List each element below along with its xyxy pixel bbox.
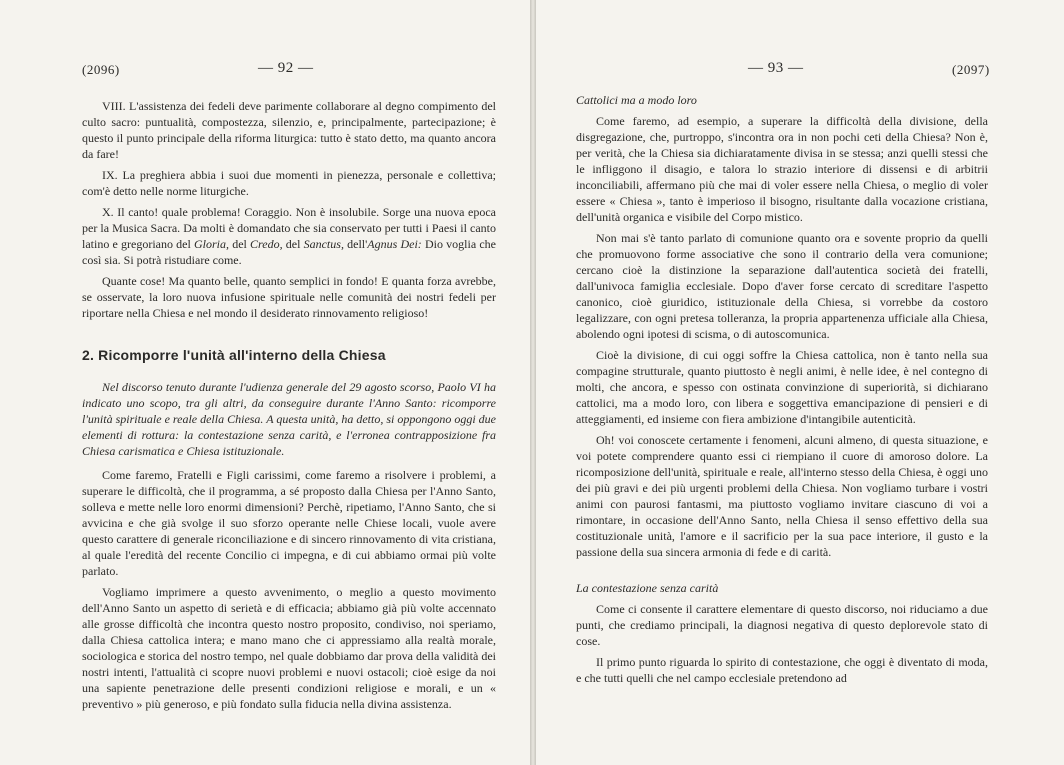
paragraph: Quante cose! Ma quanto belle, quanto semplici in fondo! E quanta forza avrebbe, se osservate, la loro nuova infusione spirituale nelle comunità dei nostri fedeli per riportare nella Chiesa e nel mondo il desiderato rinnovamento religioso! <box>82 274 496 320</box>
right-text-column <box>576 92 988 691</box>
left-text-column <box>82 98 496 717</box>
paragraph: Vogliamo imprimere a questo avvenimento, o meglio a questo movimento dell'Anno Santo un aspetto di serietà e di efficacia; abbiamo già più volte accennato alle grosse difficoltà che incontra questo nostro proposito, condiviso, noi speriamo, dalla Chiesa cattolica intera; e mano mano che ci appressiamo alla realtà morale, sociologica e storica del nostro tempo, nel quale dobbiamo dar prova della validità dei nostri intenti, l'attualità ci scopre nuovi problemi e nuovi ostacoli; cioè esige da noi una sapiente penetrazione delle presenti condizioni religiose e morali, e un « preventivo » più generoso, e più fondato sulla fiducia nella divina assistenza. <box>82 585 496 711</box>
section-title: 2. Ricomporre l'unità all'interno della Chiesa <box>82 347 386 363</box>
paragraph-canto: X. Il canto! quale problema! Coraggio. Non è insolubile. Sorge una nuova epoca per la Musica Sacra. Da molti è domandato che sia conservato per tutti i Paesi il canto latino e gregoriano del Gloria, del Credo, del Sanctus, dell'Agnus Dei: Dio voglia che così sia. Si potrà ristudiare come. <box>82 205 496 267</box>
paragraph: Il primo punto riguarda lo spirito di contestazione, che oggi è diventato di moda, e che tutti quelli che nel campo ecclesiale pretendono ad <box>576 655 988 685</box>
page-code-right: (2097) <box>952 62 990 77</box>
subheading: La contestazione senza carità <box>576 581 719 595</box>
page-number-right: — 93 — <box>748 60 804 76</box>
left-page <box>0 0 530 765</box>
page-number-left: — 92 — <box>258 60 314 76</box>
section-summary: Nel discorso tenuto durante l'udienza generale del 29 agosto scorso, Paolo VI ha indicato uno scopo, tra gli altri, da conseguire durante l'Anno Santo: ricomporre l'unità spirituale e reale della Chiesa. A questa unità, ha detto, si oppongono oggi due elementi di rottura: la contestazione senza carità, e l'erronea contrapposizione fra Chiesa carismatica e Chiesa istituzionale. <box>82 380 496 458</box>
paragraph: Come faremo, Fratelli e Figli carissimi, come faremo a risolvere i problemi, a superare le difficoltà, che il programma, a sé proposto dalla Chiesa per l'Anno Santo, solleva e mette nelle loro enormi dimensioni? Perchè, ripetiamo, l'Anno Santo, che si avvicina e che già svolge il suo sforzo operante nelle Chiese locali, vuole avere questo carattere di generale riconciliazione e di sincero rinnovamento di vita cristiana, al quale l'eredità del recente Concilio ci impegna, e di cui abbiamo ormai più volte parlato. <box>82 468 496 578</box>
paragraph: Oh! voi conoscete certamente i fenomeni, alcuni almeno, di questa situazione, e voi potete comprendere quanto essi ci riempiano il cuore di amoroso dolore. La ricomposizione dell'unità, spirituale e reale, all'interno stesso della Chiesa, è oggi uno dei più gravi e dei più urgenti problemi della Chiesa. Non vogliamo turbare i vostri animi con paurosi fantasmi, ma piuttosto vogliamo invitare ciascuno di voi a rimontare, in occasione dell'Anno Santo, nella Chiesa il senso effettivo della sua costituzionale unità, l'amore e il sacrificio per la sua pace interiore, il gusto e la passione della sua sincera armonia di fede e di carità. <box>576 433 988 559</box>
paragraph: Come faremo, ad esempio, a superare la difficoltà della divisione, della disgregazione, che, purtroppo, s'incontra ora in non pochi ceti della Chiesa? Non è, per verità, che la Chiesa sia dichiaratamente divisa in se stessa; anzi quelli stessi che le infliggono il disagio, e talora lo strazio interiore di dissensi e di arbitrii inconciliabili, affermano più che mai di voler essere nella Chiesa, o meglio di voler essere « Chiesa », tanto è imperioso il bisogno, risultante dalla vocazione cristiana, dell'unità organica e visibile del Corpo mistico. <box>576 114 988 224</box>
paragraph: Come ci consente il carattere elementare di questo discorso, noi riduciamo a due punti, che crediamo principali, la diagnosi negativa di questo deplorevole stato di cose. <box>576 602 988 648</box>
subheading: Cattolici ma a modo loro <box>576 93 697 107</box>
paragraph: Non mai s'è tanto parlato di comunione quanto ora e sovente proprio da quelli che promuovono forme associative che sono il contrario della vera comunione; cercano cioè la distinzione la separazione dall'autentica società dei fratelli, dall'univoca famiglia ecclesiale. Dopo d'aver forse cercato di screditare l'aspetto canonico, cioè giuridico, istituzionale della Chiesa, si vorrebbe da costoro legalizzare, con ogni pretesa tolleranza, la propria appartenenza ufficiale alla Chiesa, abolendo ogni ipotesi di scisma, o di autoscomunica. <box>576 231 988 341</box>
paragraph: VIII. L'assistenza dei fedeli deve parimente collaborare al degno compimento del culto sacro: puntualità, compostezza, silenzio, e, principalmente, partecipazione; è questo il punto principale della riforma liturgica: tutto è stato detto, ma quanto ancora da fare! <box>82 99 496 161</box>
page-code-left: (2096) <box>82 62 120 77</box>
paragraph: Cioè la divisione, di cui oggi soffre la Chiesa cattolica, non è tanto nella sua compagine strutturale, quanto piuttosto è negli animi, è nelle idee, è nel contegno di molti, che ancora, e spesso con ostinata convinzione di superiorità, si dichiarano cattolici, ma a modo loro, con libera e soggettiva emancipazione di pensieri e di atteggiamenti, ed insieme con fiera ambizione d'intangibile autenticità. <box>576 348 988 426</box>
paragraph: IX. La preghiera abbia i suoi due momenti in pienezza, personale e collettiva; com'è detto nelle norme liturgiche. <box>82 168 496 198</box>
right-page <box>536 0 1064 765</box>
